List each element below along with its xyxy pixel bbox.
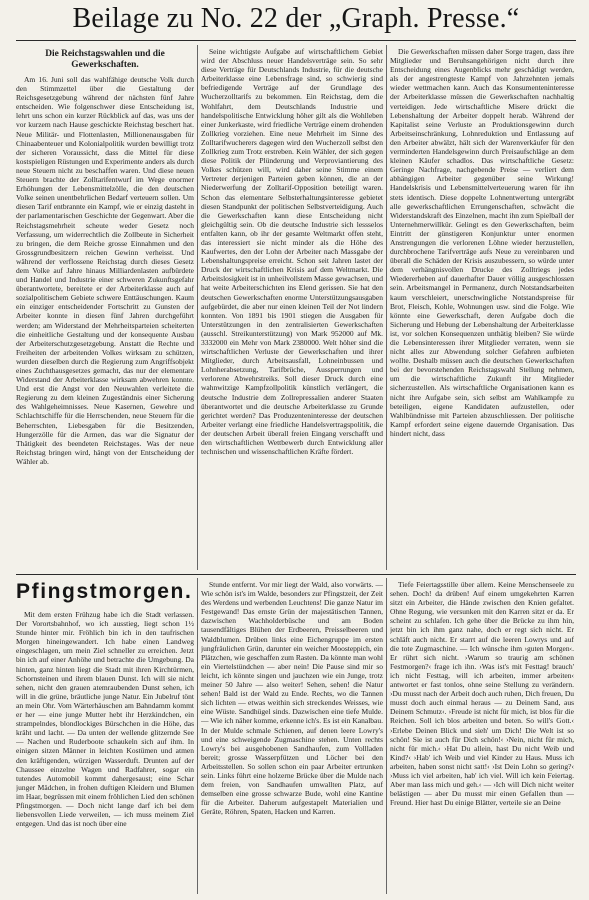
column-divider [386, 45, 387, 570]
article1-col2-text: Seine wichtigste Aufgabe auf wirtschaftlichem Gebiet wird der Abschluss neuer Handelsverträge sein. So sehr diese Verträge für Deutschlands Industrie, für die deutsche Arbeiterklasse eine Lebensfrage sind, so schwierig sind befriedigende Verträge auf der Grundlage des Wucherzolltarifs zu bekommen. Ein Reichstag, dem die Wohlfahrt, dem Deutschlands Industrie und handelspolitische Entwicklung höher gilt als die Wohlleben einer Junkerkaste, wird friedliche Verträge einem drohenden Zollkrieg vorziehen. Eine neue Mehrheit im Sinne des Zolltarifwucherers dagegen wird den Wucherzoll selbst den Zollkrieg zum Trotz erstreben. Kein Wähler, der sich gegen diese Politik der Plünderung und Verproviantierung des Volkes schützen will, wird daher seine Stimme einem Vertreter derjenigen Parteien geben können, die an der Niederwerfung der Zolltarif-Opposition beteiligt waren. Schon das elementare Selbsterhaltungsinteresse gebietet diesen Standpunkt der politischen Selbstverteidigung. Auch die Gewerkschaften kann diese Entscheidung nicht gleichgültig sein. Ob die deutsche Industrie sich lessselos entfalten kann, ob ihr der gesamte Weltmarkt offen steht, das interessiert sie nicht minder als die Höhe des Kaufwertes, den der Lohn der Arbeiter nach Massgabe der Lebenshaltungspreise erreicht. Schon seit Jahren lastet der Druck der wirtschaftlichen Krisis auf dem Weltmarkt. Die Arbeitslosigkeit ist in unheilvollstem Masse gewachsen, und hat weite Arbeiterschichten ins Elend gerissen. Sie hat den deutschen Gewerkschaften enorme Unterstützungsausgaben aufgebürdet, die aber nur einen kleinen Teil der Not lindern konnten. Von 1891 bis 1901 stiegen die Ausgaben für Unterstützungen in den zentralisierten Gewerkschaften (ausschl. Streikunterstützung) von Mark 952000 auf Mk. 3332000 ein Mehr von Mark 2380000. Welt höher sind die wirtschaftlichen Verluste der Gewerkschaften und ihrer Mitglieder, durch Arbeitsausfall, Lohneinbussen und Lohnherabsetzung, Tarifbrüche, Aussperrungen und verlorene Abwehrstreiks. Soll dieser Druck durch eine wahnwitzige Kampfzollpolitik künstlich verlängert, die deutsche Industrie dem Zollrepressalien anderer Staaten überantwortet und die deutsche Arbeiterklasse zu Grunde gerichtet werden? Das Produzenteninteresse der deutschen Arbeiter verlangt eine friedliche Handelsvertragspolitik, die der deutschen Arbeit überall freien Eingang verschafft und den wirtschaftlichen Wettbewerb durch Entwicklung aller technischen und wissenschaftlichen Kräfte fördert. [201, 47, 383, 457]
article2-col3-text: Tiefe Feiertagsstille über allem. Keine Menschenseele zu sehen. Doch! da drüben! Auf einem umgekehrten Karren sitzt ein Arbeiter, die Hände zwischen den Knien gefaltet. Ohne Regung, wie versunken mit den Karren sitzt er da. Er scheint zu schlafen. Ich gehe über die Brücke zu ihm hin, jetzt bin ich ihm ganz nahe, doch er regt sich nicht. Er schläft auch nicht. Er starrt auf die leeren Lowrys und auf die tote Zugmaschine. — Ich wünsche ihm ›guten Morgen‹. Er rührt sich nicht. ›Warum so traurig am schönen Festmorgen?‹ frage ich ihn. ›Was ist's mit Festtag! brauch' ich nicht Festtag, will ich arbeiten, immer arbeiten‹ antwortet er fast tonlos, ohne seine Stellung zu verändern. ›Du musst nach der Arbeit doch auch ruhen, Dich freuen, Du musst doch auch einmal heraus — zu Deinem Sand, aus Deinem Schmutz‹. ›Freude ist nicht für mich, ist blos für die Reichen. Soll ich blos arbeiten und beten. So will's Gott.‹ ›Erlebe Deinen Blick und sieh' um Dich! Die Welt ist so schön! Sie ist auch für Dich schön!‹ ›Nein, nicht für mich, nicht für mich.‹ ›Hat Du allein, hast Du nicht Weib und Kind?‹ ›Hab' ich Weib und viel Kinder zu Haus. Muss ich arbeiten, haben sonst nicht satt!‹ ›Ist Dein Lohn so gering?‹ ›Muss ich viel arbeiten, hab' ich viel. Will ich kein Feiertag. Aber man lass mich und geh.‹ — ›Ich will Dich nicht weiter belästigen — aber Du musst mir einen Gefallen thun — Freund. Hier hast Du einige Blätter, verteile sie an Deine [390, 580, 574, 808]
article1-col3-text: Die Gewerkschaften müssen daher Sorge tragen, dass ihre Mitglieder und Beruhsangehörigen nicht durch ihre Entscheidung eines Augenblicks mehr geschädigt werden, als der angestrengteste Kampf von Jahrzehnten jemals wieder wettmachen kann. Auch das Konsumenteninteresse der Arbeiterklasse müssen die Gewerkschaften nachhaltig verteidigen. Jede wirtschaftliche Misere drückt die Lebenshaltung der Arbeiter doppelt herab. Während der Kapitalist seine Verluste an Produktionsgewinn durch Arbeitseinschränkung, Lohnreduktion und Entlassung auf den Arbeiter abwälzt, hält sich der Warenverkäufer für den verminderten Handelsgewinn durch Preisaufschläge an dem kleinen Käufer schadlos. Das wirtschaftliche Gesetz: Geringe Nachfrage, nachgebende Preise — verliert dem abhängigen Arbeiter gegenüber seine Wirkung! Handelskrisis und Lebensmittelverteuerung waren für ihn stets identisch. Diese doppelte Lohnentwertung untergräbt alle gewerkschaftlichen Errungenschaften, schwächt die Widerstandskraft des Einzelnen, macht ihn zum Spielball der Unternehmerwillkür. Gelingt es den Gewerkschaften, beim Eintritt der günstigeren Konjunktur unter enormen Anstrengungen die verlorenen Löhne wieder herzustellen, durchbrochene Tarifverträge aufs Neue zu vereinbaren und überall die Schäden der Krisis auszubessern, so würde unter dem verhängnisvollen Drucke des Zolltriegs jedes Wiedererheben auf dauerhafter Dauer völlig ausgeschlossen sein. Arbeitsmangel in Permanenz, durch Notstandsarbeiten kaum verschleiert, unerschwingliche Notstandspreise für Brot, Fleisch, Kohle, Wohnungen usw. sind die Folge. Wie könnte eine Gewerkschaft, deren Aufgabe doch die Sicherung und Hebung der Lebenshaltung der Arbeiterklasse ist, vor solchen Konsequenzen unthätig bleiben? Sie würde die Lebensinteressen ihrer Mitglieder verraten, wenn sie nicht alles zur Abwendung solcher Gefahren aufbieten wollte. Deshalb müssen auch die deutschen Gewerkschaften bei der bevorstehenden Reichstagswahl Stellung nehmen, um die wirtschaftliche Zukunft ihr Mitglieder sicherzustellen. Als wirtschaftliche Organisationen kann es nicht ihre Aufgabe sein, sich selbst am Wahlkampfe zu beteiligen, eigene Kandidaten aufzustellen, oder Wahlbündnisse mit Parteien abzuschliessen. Der politische Kampf erfordert seine eigene dauernde Organisation. Das hindert nicht, dass [390, 47, 574, 438]
article2-column-3 [390, 580, 574, 892]
article1-column-1 [16, 47, 194, 568]
article2-col1-text: Mit dem ersten Frühzug habe ich die Stadt verlassen. Der Vorortsbahnhof, wo ich ausstieg, liegt schon 1½ Stunde hinter mir. Fröhlich bin ich in den taufrischen Morgen hineingewandert. Ich habe einen Landweg eingeschlagen, um mein Ziel schneller zu erreichen. Jetzt bin ich auf einer Anhöhe und betrachte die Umgebung. Da hinten, ganz hinten liegt die Stadt mit ihren Kirchtürmen, Schornsteinen und ihrem blauen Dunst. Ich will sie nicht sehen, nicht den grauen atemraubenden Dunst sehen, ich will in die grüne, bräutliche junge Natur. Ein Jubelruf tönt an mein Ohr. Vom Wärterhäuschen am Bahndamm kommt er her — eine junge Mutter hebt ihr Herzkindchen, ein strampelndes, blondlockiges Bürschchen in die Höhe, das kräht und lacht. — Da unten der wellende glitzernde See — Nachen und Ruderboote schaukeln sich auf ihm. In einigen sitzen Männer in leichten Kostümen und atmen den kräftigenden, würzigen Wasserduft. Drunten auf der Chaussee einzelne Wagen und Radfahrer, sogar ein tutendes Automobil kommt dahergesaust; eine Schar junger Mädchen, in frohen duftigen Kleidern und Blumen im Haar, begrüssen mit einem fröhlichen Lied den schönen Pfingstmorgen. — Doch nicht lange darf ich bei dem liebensvollen Liede verweilen, — ich muss meinem Ziel entgegen. Und das ist noch über eine [16, 610, 194, 829]
column-divider [386, 578, 387, 894]
article2-column-1 [16, 580, 194, 892]
masthead-title: Beilage zu No. 22 der „Graph. Presse.“ [16, 0, 576, 41]
article1-column-3 [390, 47, 574, 568]
article1-title: Die Reichstagswahlen und die Gewerkschaften. [45, 49, 165, 70]
column-divider [197, 578, 198, 894]
article1-column-2 [201, 47, 383, 568]
article2-col2-text: Stunde entfernt. Vor mir liegt der Wald, also vorwärts. — Wie schön ist's im Walde, besonders zur Pfingstzeit, der Zeit des Werdens und werbenden Leuchtens! Die ganze Natur im Festgewand! Das ernste Grün der majestätischen Tannen, dazwischen Wachholderbüsche und am Boden tausendfältiges Blühen der Erdbeeren, Preisselbeeren und Waldblumen. Drüben links eine Eichengruppe im ersten jungfräulichen Grün, darunter ein weicher Moosteppich, ein Plätzchen, wie geschaffen zum Rasten. Da könnte man wohl ein Viertelstündchen — aber nein! Die Pause sind mir so leicht, ich könnte singen und jauchzen wie ein Junge, trotz meiner 50 Jahre — also weiter! Sehen, sehen! die Natur sehen! Bald ist der Wald zu Ende. Rechts, wo die Tannen sich lichten — etwas weithin sich streckendes Weisses, wie eine Wüste. Sandhügel sinds. Dazwischen eine tiefe Mulde. — Wie ich näher komme, erkenne ich's. Es ist ein Kanalbau. In der Mulde schmale Schienen, auf denen leere Lowry's und eine schweigende Zugmaschine stehen. Unten rechts Lowry's bei ausgehobenen Sandhaufen, zum Vollladen bereit; grosse Wasserpfützen und Löcher bei den Arbeitsstellen. So sollen schon ein paar Arbeiter ertrunken sein. Links führt eine holzerne Brücke über die Mulde nach dem freien, von Sandhaufen umwallten Platz, auf demselben eine grosse schwarze Bude, wohl eine Kantine für die Arbeiter. Daherum aufgestapelt Materialien und Geräte, Röhren, Spaten, Hacken und Karren. [201, 580, 383, 817]
article2-column-2 [201, 580, 383, 892]
article2-title: Pfingstmorgen. [16, 580, 193, 603]
column-divider [197, 45, 198, 570]
article1-col1-text: Am 16. Juni soll das wahlfähige deutsche Volk durch den Stimmzettel über die Gestaltung der Reichsgesetzgebung während der nächsten fünf Jahre entscheiden. Wie folgenschwer diese Entscheidung ist, lehrt uns schon ein kurzer Rückblick auf das, was uns der vor kurzem nach Hause geschickte Reichstag beschert hat. Neue Militär- und Flottenlasten, Millionenausgaben für Chinaabenteuer und Kolonialpolitik wurden bewilligt trotz der sicheren Voraussicht, dass die Mittel für diese kostspieligen Rüstungen und Experimente anders als durch neue Steuern nicht zu beschaffen waren. Und diese neuen Steuern brachte der Zolltarifentwurf im Wege enormer Erhöhungen der Lebensmittelzölle, die den deutschen Volke seinen unentbehrlichen Bedarf verteuern sollen. Um diesen Tarif entbrannte ein Kampf, wie er einzig dasteht in der parlamentarischen Geschichte der Gegenwart. Aber die Reichstagsmehrheit scheute weder Gesetz noch Verfassung, um widerrechtlich die Zollbeute in Sicherheit zu bringen, die dem Reiche grosse Einnahmen und den Grossgrundbesitzern reichen Gewinn verheisst. Und während der verflossene Reichstag durch dieses Gesetz dem Volke auf Jahre hinaus Milliardenlasten aufbürdete und Handel und Industrie einer schweren Zukunftsgefahr überantwortete, bereitete er der Arbeiterklasse auch auf sozialpolitischem Gebiete schwere Enttäuschungen. Kaum ein einziger entscheidender Fortschritt zu Gunsten der Arbeiter konnte in diesen fünf Jahren durchgeführt werden; am Widerstand der Mehrheitsparteien scheiterten die einheitliche Gestaltung und der konsequente Ausbau der Arbeiterschutzgesetzgebung. Anstatt die Rechte und Freiheiten der arbeitenden Volkes wirksam zu schützen, wurden dieselben durch die Regierung zum Angriffsobjekt eines Zuchthausgesetzes gemacht, das nur der elementare Widerstand der Arbeiterklasse wirksam abwehren konnte. Und erst die Angst vor den Neuwahlen verleitete die Regierung zu dem kleinen Zugeständnis einer Sicherung des Wahlgeheimnisses. Neue Kasernen, Gewehre und Schlachtschiffe für die Herrschenden, neue Steuern für die Beherrschten, Liebesgaben für die Besitzenden, Hungerzölle für die Armen, das war die Signatur der Thätigkeit des beendeten Reichstages. Was der neue Reichstag bringen wird, hängt von der Entscheidung der Wähler ab. [16, 75, 194, 466]
article-separator [16, 574, 576, 575]
